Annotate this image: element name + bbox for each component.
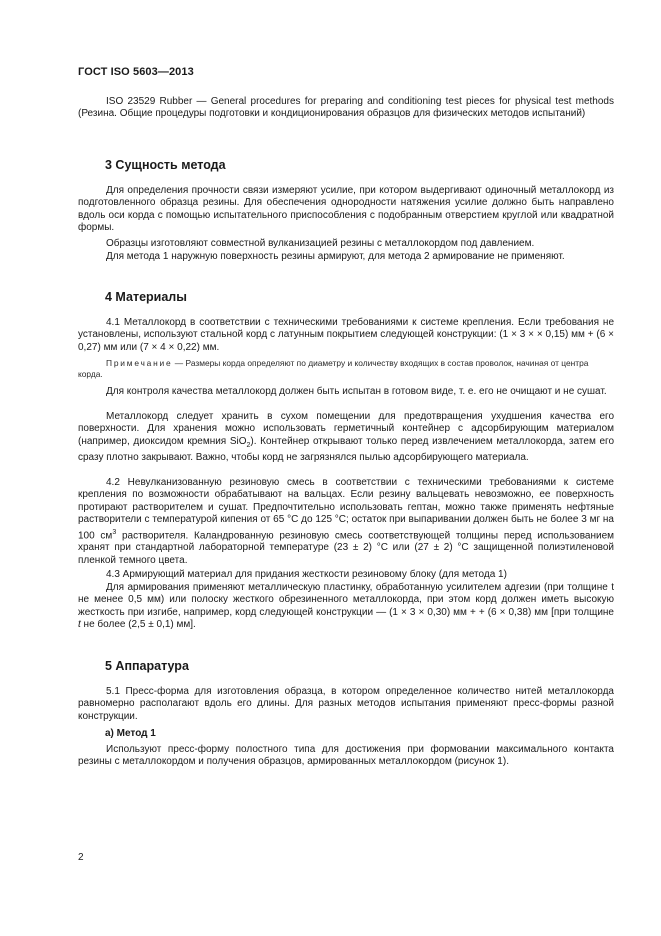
section-4-paragraph-4-2 xyxy=(78,477,614,567)
note-text: — Размеры корда определяют по диаметру и количеству входящих в состав проволок, начиная от центра корда. xyxy=(78,358,589,379)
section-5-heading: 5 Аппаратура xyxy=(105,659,189,673)
section-3-paragraph-2: Образцы изготовляют совместной вулканизацией резины с металлокордом под давлением. xyxy=(106,238,535,249)
section-3-paragraph-1: Для определения прочности связи измеряют усилие, при котором выдергивают одиночный металлокорд из подготовленного образца резины. Для обеспечения однородности натяжения усилие должно быть направлено вдоль оси корда с помощью испытательного приспособления с подобранным отверстием круглой или квадратной формы. xyxy=(78,185,614,234)
storage-text-a: Металлокорд следует хранить в сухом помещении для предотвращения ухудшения качества его поверхности. Для хранения можно использовать герметичный контейнер с адсорбирующим материалом (например, диоксидом кремния SiO xyxy=(78,411,614,447)
compound-superscript: 3 xyxy=(112,528,117,536)
section-5-paragraph-method-1: Используют пресс-форму полостного типа для достижения при формовании максимального контакта резины с металлокордом и получения образцов, армированных металлокордом (рисунок 1). xyxy=(78,744,614,768)
reinforcement-text-a: Для армирования применяют металлическую пластинку, обработанную усилителем адгезии (при толщине t не менее 0,5 мм) или полоску жесткого обрезиненного металлокорда, при этом корд должен иметь высокую жесткость при изгибе, например, корд следующей конструкции — (1 × 3 × 0,30) мм + + (6 × 0,38) мм [при толщине xyxy=(78,582,614,618)
section-4-paragraph-storage xyxy=(78,411,614,465)
storage-text-b: ). Контейнер открывают только перед извлечением металлокорда, затем его сразу плотно закрывают. Важно, чтобы корд не загрязнялся пылью адсорбирующего материала. xyxy=(78,435,615,464)
note-label: Примечание xyxy=(106,358,173,368)
section-4-paragraph-4-3: 4.3 Армирующий материал для придания жесткости резиновому блоку (для метода 1) xyxy=(106,569,507,580)
compound-text-a: 4.2 Невулканизованную резиновую смесь в соответствии с техническими требованиями к системе крепления по возможности обрабатывают на вальцах. Если резину вальцевать невозможно, ее поверхность протирают растворителем и сушат. Предпочтительно использовать гептан, можно также применять нефтяные растворители с температурой кипения от 65 °С до 125 °С; остаток при выпаривании должен быть не более 3 мг на 100 см xyxy=(78,477,614,541)
note xyxy=(78,358,614,380)
document-header: ГОСТ ISO 5603—2013 xyxy=(78,66,194,78)
section-4-paragraph-quality: Для контроля качества металлокорд должен быть испытан в готовом виде, т. е. его не очищают и не сушат. xyxy=(106,386,607,397)
section-4-paragraph-4-1: 4.1 Металлокорд в соответствии с техническими требованиями к системе крепления. Если требования не установлены, используют стальной корд с латунным покрытием следующей конструкции: (1 × 3 × × 0,15) мм + (6 × 0,27) мм или (7 × 4 × 0,22) мм. xyxy=(78,317,614,353)
section-3-paragraph-3: Для метода 1 наружную поверхность резины армируют, для метода 2 армирование не применяют. xyxy=(106,251,565,262)
thickness-symbol: t xyxy=(78,619,81,631)
compound-text-b: растворителя. Каландрованную резиновую смесь соответствующей толщины перед использованием хранят при стандартной лабораторной температуре (23 ± 2) °С или (27 ± 2) °С защищенной полиэтиленовой пленкой темного цвета. xyxy=(78,529,614,566)
storage-subscript: 2 xyxy=(246,441,251,449)
section-3-heading: 3 Сущность метода xyxy=(105,158,226,172)
section-5-paragraph-5-1: 5.1 Пресс-форма для изготовления образца, в котором определенное количество нитей металлокорда равномерно располагают вдоль его длины. Для разных методов испытания применяют пресс-формы разной конструкции. xyxy=(78,686,614,722)
reference-paragraph: ISO 23529 Rubber — General procedures for preparing and conditioning test pieces for physical test methods (Резина. Общие процедуры подготовки и кондиционирования образцов для физических методов испытаний) xyxy=(78,96,614,120)
reinforcement-text-b: не более (2,5 ± 0,1) мм]. xyxy=(80,619,196,631)
method-1-heading: а) Метод 1 xyxy=(105,728,156,739)
section-4-paragraph-reinforcement xyxy=(78,582,614,632)
section-4-heading: 4 Материалы xyxy=(105,290,187,304)
page-number: 2 xyxy=(78,852,84,863)
